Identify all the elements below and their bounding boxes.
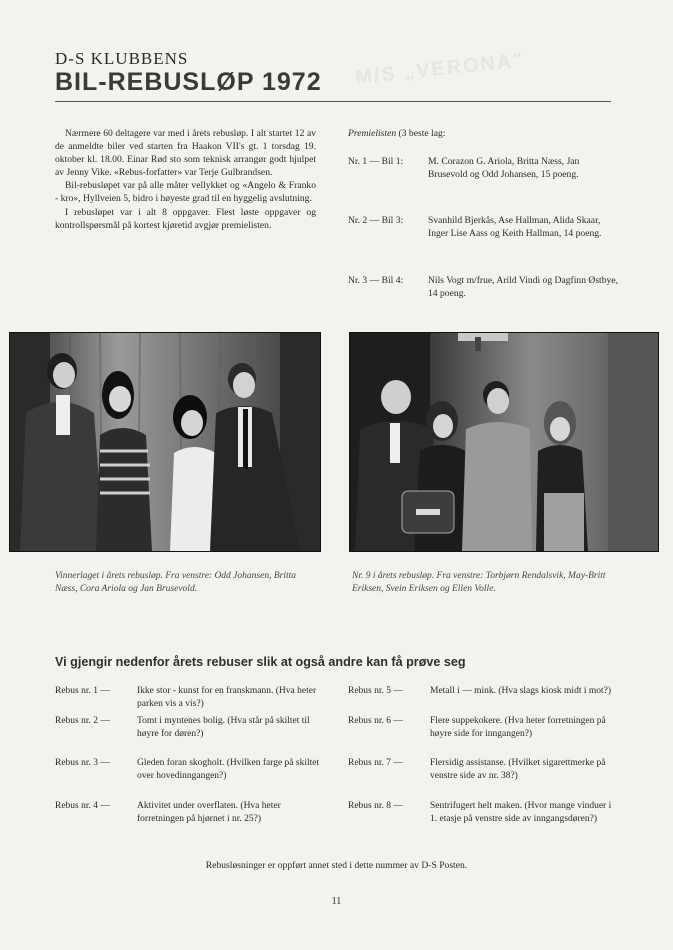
prize-label: Nr. 1 — Bil 1:: [348, 156, 404, 167]
prize-item: [348, 214, 618, 241]
intro-paragraph: I rebusløpet var i alt 8 oppgaver. Flest løste oppgaver og kontrollspørsmål på kortest kjøretid avgjør premielisten.: [55, 206, 316, 231]
bleed-through-text: M/S „VERONA": [354, 49, 526, 89]
rebus-text: Metall i — mink. (Hva slags kiosk midt i mot?): [430, 686, 612, 696]
rebus-item: [348, 800, 616, 825]
intro-text: [55, 127, 316, 232]
rebus-text: Aktivitet under overflaten. (Hva heter forretningen på hjørnet i nr. 25?): [137, 801, 281, 824]
rebus-item: [55, 715, 323, 740]
premier-heading-rest: (3 beste lag:: [396, 128, 446, 139]
rebus-number: Rebus nr. 8 —: [348, 801, 403, 811]
prize-item: [348, 155, 618, 182]
rebus-text: Sentrifugert helt maken. (Hvor mange vinduer i 1. etasje på venstre side av inngangsdøren?): [430, 801, 612, 824]
photo-team-nine-image: [350, 333, 658, 551]
rebus-text: Gleden foran skogholt. (Hvilken farge på skiltet over hovedinngangen?): [137, 758, 320, 781]
rebus-item: [55, 757, 323, 782]
photo-winners-image: [10, 333, 320, 551]
rebus-number: Rebus nr. 4 —: [55, 801, 110, 811]
footer-note: Rebusløsninger er oppført annet sted i dette nummer av D-S Posten.: [205, 860, 468, 871]
rebus-number: Rebus nr. 2 —: [55, 716, 110, 726]
rebus-number: Rebus nr. 7 —: [348, 758, 403, 768]
page-number: 11: [331, 896, 342, 907]
rebus-text: Ikke stor - kunst for en franskmann. (Hva heter parken vis a vis?): [137, 686, 317, 709]
rebus-number: Rebus nr. 5 —: [348, 686, 403, 696]
rebus-heading: Vi gjengir nedenfor årets rebuser slik at også andre kan få prøve seg: [55, 655, 466, 669]
rebus-item: [348, 685, 616, 698]
rebus-number: Rebus nr. 6 —: [348, 716, 403, 726]
rebus-item: [55, 685, 323, 710]
prize-item: [348, 274, 618, 301]
rebus-text: Flere suppekokere. (Hva heter forretningen på høyre side for inngangen?): [430, 716, 606, 739]
premier-heading: [348, 128, 445, 139]
intro-paragraph: Nærmere 60 deltagere var med i årets rebusløp. I alt startet 12 av de anmeldte biler ved starten fra Haakon VII's gt. 1 torsdag 19. oktober kl. 18.00. Einar Rød sto som teknisk arrangør godt hjulpet av Jenny Vike. «Rebus-forfatter» var Terje Gulbrandsen.: [55, 128, 316, 179]
rebus-number: Rebus nr. 1 —: [55, 686, 110, 696]
photo-team-nine: [349, 332, 659, 552]
rebus-item: [55, 800, 323, 825]
premier-heading-italic: Premielisten: [348, 128, 397, 139]
rebus-item: [348, 757, 616, 782]
prize-label: Nr. 3 — Bil 4:: [348, 275, 404, 286]
intro-paragraph: Bil-rebusløpet var på alle måter vellykket og «Angelo & Franko - kro», Hyllveien 5, bidro i høyeste grad til en hyggelig avslutning.: [55, 180, 316, 205]
rebus-text: Tomt i myntenes bolig. (Hva står på skiltet til høyre for døren?): [137, 716, 310, 739]
club-name: D-S KLUBBENS: [55, 49, 189, 68]
prize-names: M. Corazon G. Ariola, Britta Næss, Jan Brusevold og Odd Johansen, 15 poeng.: [428, 156, 580, 181]
title-rule: [55, 101, 611, 102]
prize-names: Nils Vogt m/frue, Arild Vindi og Dagfinn Østbye, 14 poeng.: [428, 275, 618, 300]
caption-left: Vinnerlaget i årets rebusløp. Fra venstre: Odd Johansen, Britta Næss, Cora Ariola og Jan Brusevold.: [55, 571, 296, 594]
rebus-item: [348, 715, 616, 740]
rebus-number: Rebus nr. 3 —: [55, 758, 110, 768]
prize-label: Nr. 2 — Bil 3:: [348, 215, 404, 226]
prize-names: Svanhild Bjerkås, Ase Hallman, Alida Skaar, Inger Lise Aass og Keith Hallman, 14 poeng.: [428, 215, 602, 240]
photo-winners: [9, 332, 321, 552]
rebus-text: Flersidig assistanse. (Hvilket sigarettmerke på venstre side av nr. 38?): [430, 758, 606, 781]
caption-right: Nr. 9 i årets rebusløp. Fra venstre: Torbjørn Rendalsvik, May-Britt Eriksen, Svein Eriksen og Ellen Volle.: [352, 571, 606, 594]
page-title: BIL-REBUSLØP 1972: [55, 68, 322, 96]
